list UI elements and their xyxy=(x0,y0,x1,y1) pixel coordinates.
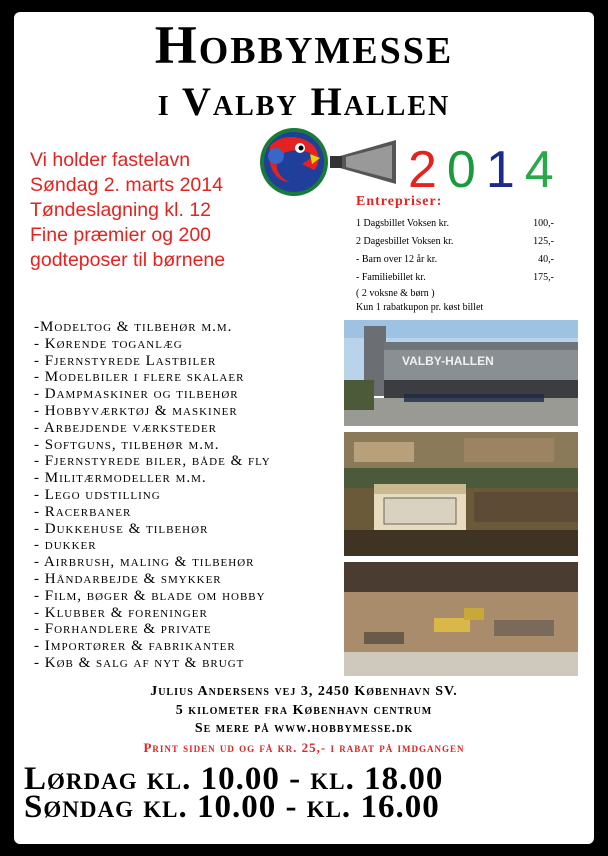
buildings-back xyxy=(354,442,414,462)
discount-promo: Print siden ud og få kr. 25,- i rabat på imdgangen xyxy=(143,740,465,755)
model-railway-photo xyxy=(344,432,578,556)
hall-roof-edge xyxy=(384,342,578,350)
rc-trucks-photo xyxy=(344,562,578,676)
price-label: - Barn over 12 år kr. xyxy=(356,253,438,265)
price-row xyxy=(356,268,586,286)
hall-exterior-photo xyxy=(344,320,578,426)
price-label: - Familiebillet kr. xyxy=(356,271,426,283)
feature-item: - Arbejdende værksteder xyxy=(34,419,218,436)
hours-sep: - kl. xyxy=(289,761,355,797)
price-note: ( 2 voksne & børn ) xyxy=(356,287,435,299)
feature-item: - Lego udstilling xyxy=(34,486,161,503)
feature-item: - Håndarbejde & smykker xyxy=(34,570,222,587)
feature-item: - Køb & salg af nyt & brugt xyxy=(34,654,245,671)
feature-item: - Softguns, tilbehør m.m. xyxy=(34,436,220,453)
hall-sign-text: VALBY-HALLEN xyxy=(402,354,494,368)
feature-item: - Fjernstyrede Lastbiler xyxy=(34,352,217,369)
truck-1 xyxy=(434,618,470,632)
announcement-line: Vi holder fastelavn xyxy=(30,149,191,171)
feature-item: - Importører & fabrikanter xyxy=(34,638,236,655)
feature-item: - Dampmaskiner og tilbehør xyxy=(34,386,239,403)
sunday-hours xyxy=(24,789,584,825)
floor xyxy=(344,652,578,676)
truck-2 xyxy=(464,608,484,620)
year-digit: 4 xyxy=(524,141,564,199)
layout-base xyxy=(344,530,578,556)
feature-item: - Forhandlere & private xyxy=(34,621,212,638)
feature-item: - Kørende toganlæg xyxy=(34,335,183,352)
feature-item: - Airbrush, maling & tilbehør xyxy=(34,554,255,571)
year-digit: 1 xyxy=(485,141,525,199)
price-value: 125,- xyxy=(533,235,554,247)
ramp xyxy=(364,632,404,644)
station-windows xyxy=(384,498,456,524)
year-digit: 0 xyxy=(446,141,486,199)
poster-title: Hobbymesse xyxy=(154,15,454,75)
hours-day: Søndag kl. xyxy=(24,789,188,825)
station-roof xyxy=(374,484,466,494)
feature-item: - dukker xyxy=(34,537,97,554)
hours-close: 16.00 xyxy=(360,789,440,825)
crowd xyxy=(404,394,544,402)
year-digit: 2 xyxy=(408,141,447,199)
hours-open: 10.00 xyxy=(200,761,280,797)
arena-back xyxy=(344,562,578,592)
price-row xyxy=(356,232,586,250)
feature-item: - Fjernstyrede biler, både & fly xyxy=(34,453,271,470)
buildings-back-2 xyxy=(464,438,554,462)
price-list xyxy=(356,194,586,314)
feature-item: - Film, bøger & blade om hobby xyxy=(34,587,266,604)
announcement-line: Fine præmier og 200 xyxy=(30,224,212,246)
website-line: Se mere på www.hobbymesse.dk xyxy=(194,721,414,736)
feature-item: - Racerbaner xyxy=(34,503,132,520)
hours-open: 10.00 xyxy=(196,789,277,825)
fastelavn-announcement xyxy=(30,148,225,273)
feature-item: - Dukkehuse & tilbehør xyxy=(34,520,209,537)
feature-item: -Modeltog & tilbehør m.m. xyxy=(34,319,233,335)
address-line: Julius Andersens vej 3, 2450 København SV. xyxy=(150,684,458,699)
price-row xyxy=(356,250,586,268)
distance-line: 5 kilometer fra København centrum xyxy=(175,703,433,718)
platform xyxy=(474,492,578,522)
hours-day: Lørdag kl. xyxy=(24,761,192,797)
price-note: Kun 1 rabatkupon pr. køst billet xyxy=(356,301,484,313)
plaza xyxy=(344,398,578,426)
price-value: 175,- xyxy=(533,271,554,283)
feature-list xyxy=(34,319,271,672)
price-value: 100,- xyxy=(533,217,554,229)
price-value: 40,- xyxy=(538,253,554,265)
price-list-title: Entrepriser: xyxy=(356,194,443,209)
announcement-line: godteposer til børnene xyxy=(30,249,226,271)
mascot-logo xyxy=(256,126,416,198)
megaphone-handle xyxy=(330,156,342,168)
announcement-line: Søndag 2. marts 2014 xyxy=(30,174,223,196)
feature-item: - Klubber & foreninger xyxy=(34,604,208,621)
poster-subtitle: i Valby Hallen xyxy=(157,79,451,124)
event-year xyxy=(408,140,564,200)
trailer xyxy=(494,620,554,636)
hours-close: 18.00 xyxy=(364,761,444,797)
logo-pupil xyxy=(299,146,304,151)
feature-item: - Hobbyværktøj & maskiner xyxy=(34,402,238,419)
hours-sep: - kl. xyxy=(285,789,352,825)
price-row xyxy=(356,214,586,232)
trees xyxy=(344,380,374,410)
price-label: 2 Dagesbillet Voksen kr. xyxy=(356,235,454,247)
feature-item: - Modelbiler i flere skalaer xyxy=(34,369,245,386)
logo-feather xyxy=(268,148,284,164)
price-label: 1 Dagsbillet Voksen kr. xyxy=(356,217,449,229)
feature-item: - Militærmodeller m.m. xyxy=(34,470,207,487)
announcement-line: Tøndeslagning kl. 12 xyxy=(30,199,212,221)
